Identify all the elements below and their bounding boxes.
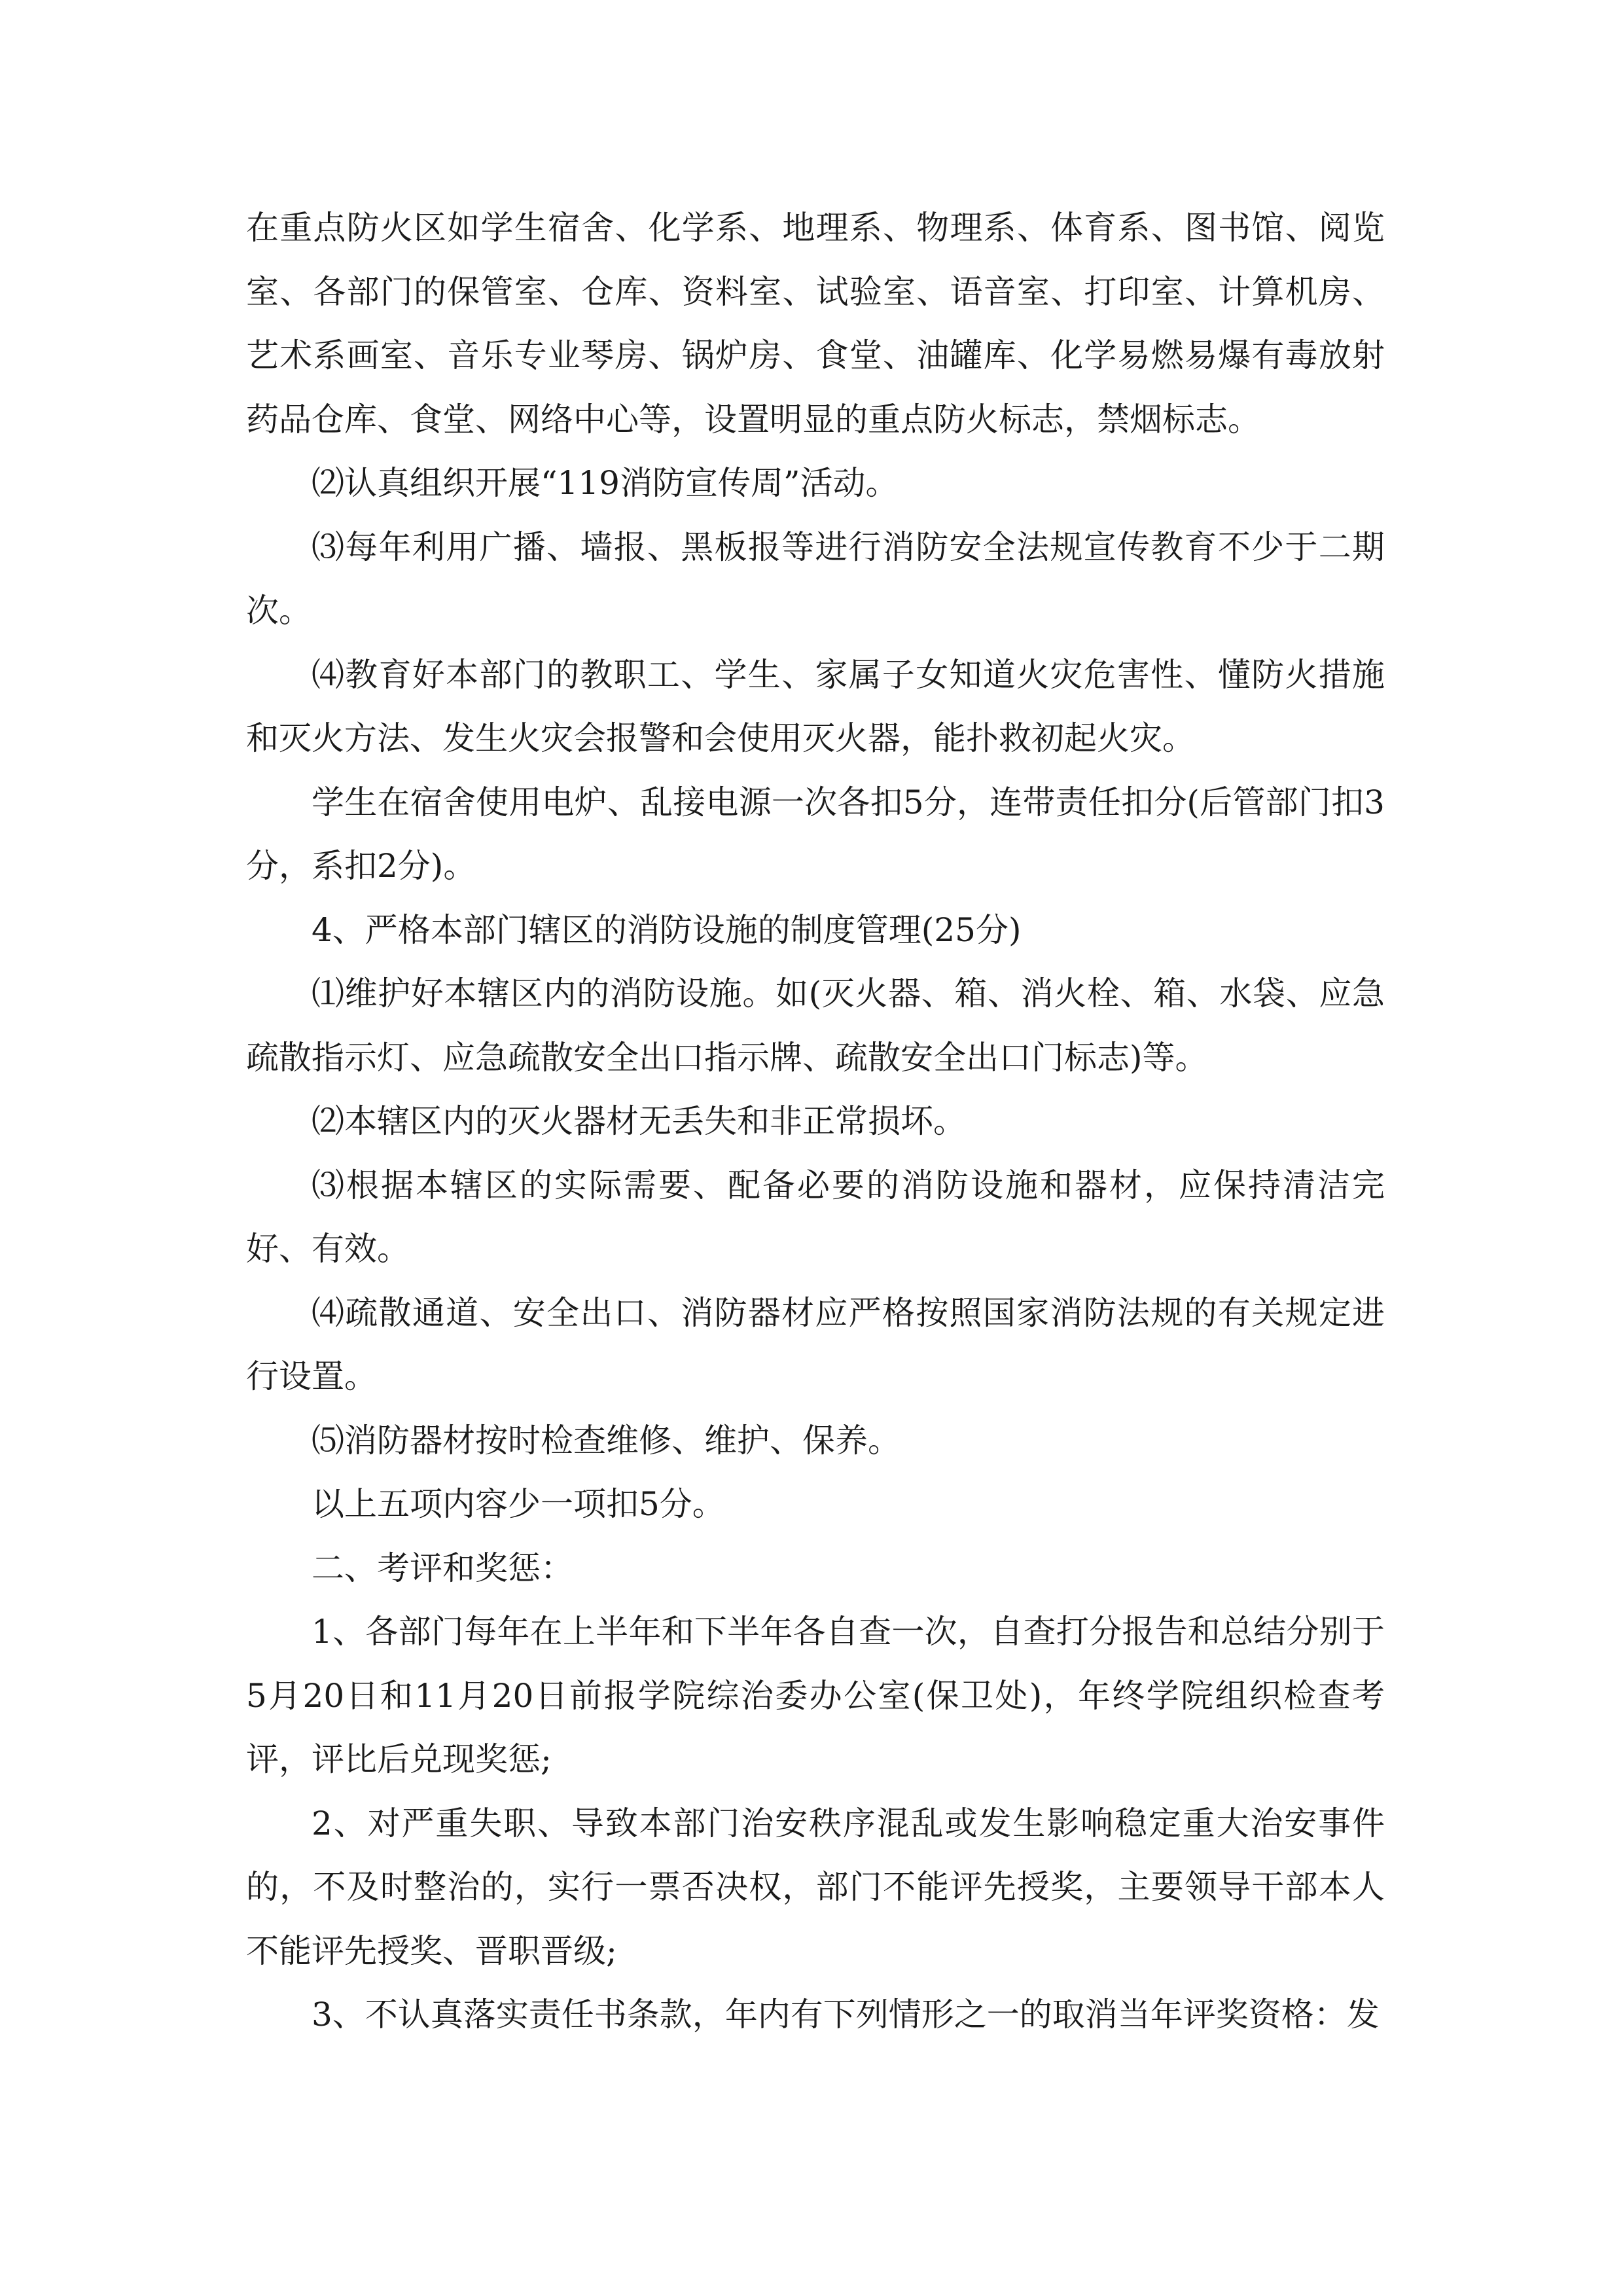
paragraph-facility-item-3: ⑶根据本辖区的实际需要、配备必要的消防设施和器材，应保持清洁完好、有效。: [246, 1166, 1385, 1268]
paragraph-section-2-heading: 二、考评和奖惩：: [312, 1549, 573, 1587]
paragraph-facility-item-1: ⑴维护好本辖区内的消防设施。如(灭火器、箱、消火栓、箱、水袋、应急疏散指示灯、应急疏散安全出口指示牌、疏散安全出口门标志)等。: [246, 975, 1385, 1077]
paragraph-key-fire-zones: 在重点防火区如学生宿舍、化学系、地理系、物理系、体育系、图书馆、阅览室、各部门的保管室、仓库、资料室、试验室、语音室、打印室、计算机房、艺术系画室、音乐专业琴房、锅炉房、食堂、油罐库、化学易燃易爆有毒放射药品仓库、食堂、网络中心等，设置明显的重点防火标志，禁烟标志。: [246, 209, 1385, 439]
paragraph-evaluation-1: 1、各部门每年在上半年和下半年各自查一次，自查打分报告和总结分别于5月20日和11月20日前报学院综治委办公室(保卫处)，年终学院组织检查考评，评比后兑现奖惩;: [246, 1613, 1385, 1778]
document-body: [246, 196, 1385, 2047]
paragraph-item-3-publicity: ⑶每年利用广播、墙报、黑板报等进行消防安全法规宣传教育不少于二期次。: [246, 528, 1385, 630]
paragraph-facility-item-2: ⑵本辖区内的灭火器材无丢失和非正常损坏。: [312, 1102, 966, 1140]
paragraph-facility-penalty: 以上五项内容少一项扣5分。: [312, 1485, 725, 1523]
paragraph-evaluation-3: 3、不认真落实责任书条款，年内有下列情形之一的取消当年评奖资格：发: [312, 1996, 1380, 2034]
paragraph-item-2-119-week: ⑵认真组织开展“119消防宣传周”活动。: [312, 464, 899, 502]
paragraph-dorm-penalty: 学生在宿舍使用电炉、乱接电源一次各扣5分，连带责任扣分(后管部门扣3分，系扣2分)。: [246, 783, 1385, 885]
paragraph-evaluation-2: 2、对严重失职、导致本部门治安秩序混乱或发生影响稳定重大治安事件的，不及时整治的，实行一票否决权，部门不能评先授奖，主要领导干部本人不能评先授奖、晋职晋级;: [246, 1804, 1385, 1970]
paragraph-section-4-heading: 4、严格本部门辖区的消防设施的制度管理(25分): [312, 910, 1022, 949]
paragraph-facility-item-5: ⑸消防器材按时检查维修、维护、保养。: [312, 1421, 901, 1460]
paragraph-facility-item-4: ⑷疏散通道、安全出口、消防器材应严格按照国家消防法规的有关规定进行设置。: [246, 1293, 1385, 1395]
paragraph-item-4-education: ⑷教育好本部门的教职工、学生、家属子女知道火灾危害性、懂防火措施和灭火方法、发生火灾会报警和会使用灭火器，能扑救初起火灾。: [246, 655, 1385, 757]
